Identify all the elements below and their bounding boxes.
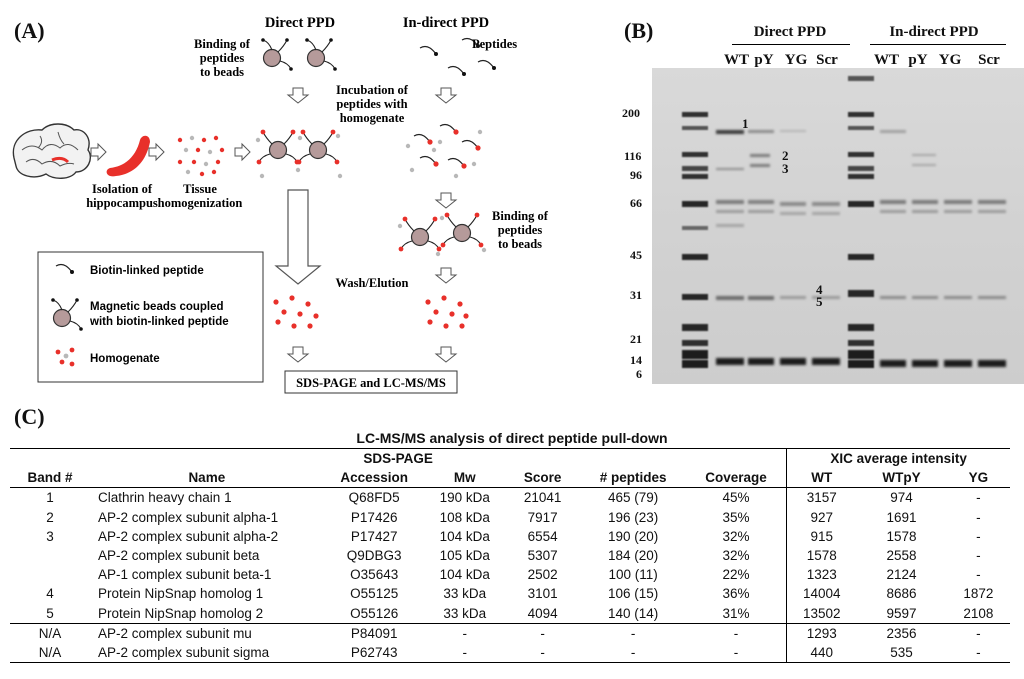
cell-yg: - (947, 643, 1010, 663)
arrow-down-icon (436, 347, 456, 362)
mw-marker-label: 200 (622, 106, 640, 120)
cell-name: Clathrin heavy chain 1 (98, 490, 232, 506)
group-header-row (10, 449, 1010, 469)
band-number-label: 2 (782, 148, 789, 163)
cell-coverage: 31% (722, 605, 750, 621)
cell-coverage: - (686, 623, 787, 643)
cell-accession: P84091 (324, 623, 425, 643)
table-row (10, 565, 1010, 584)
lane-label: YG (784, 52, 808, 68)
group-xic: XIC average intensity (787, 449, 1010, 469)
binding-top-line2: peptides (199, 51, 245, 65)
cell-name: AP-2 complex subunit alpha-1 (98, 509, 279, 525)
peptide-icon (420, 47, 438, 57)
band-number-label: 4 (816, 282, 823, 297)
binding-top-line1: Binding of (194, 37, 250, 51)
arrow-down-icon (288, 88, 308, 103)
cell-score: 6554 (527, 528, 558, 544)
lane-label: pY (754, 52, 774, 68)
cell-wtpy: 974 (890, 490, 913, 506)
beads-with-homogenate-icon (256, 130, 342, 179)
table-row (10, 604, 1010, 624)
cell-wt: 1323 (787, 565, 856, 584)
cell-yg: - (947, 623, 1010, 643)
cell-accession: O55126 (350, 605, 399, 621)
cell-wtpy: 8686 (886, 586, 917, 602)
col-header-accession: Accession (324, 468, 425, 488)
cell-mw: 104 kDa (439, 528, 490, 544)
band-number-label: 3 (782, 161, 789, 176)
cell-score: - (505, 643, 581, 663)
cell-wtpy: 535 (856, 643, 947, 663)
brain-icon (13, 124, 90, 178)
mw-marker-label: 96 (630, 168, 642, 182)
peptides-label: Peptides (472, 37, 518, 51)
arrow-right-icon (235, 144, 250, 160)
workflow-diagram (0, 0, 600, 405)
table-body (10, 488, 1010, 663)
cell-mw: 33 kDa (443, 586, 487, 602)
panel-a-label: (A) (14, 18, 45, 43)
cell-accession: P62743 (324, 643, 425, 663)
cell-wtpy: 1578 (886, 528, 917, 544)
cell-mw: 190 kDa (439, 490, 490, 506)
cell-band: 3 (46, 528, 54, 544)
cell-peptides: - (581, 623, 686, 643)
peptide-icon (448, 67, 466, 77)
table-row (10, 508, 1010, 527)
mw-marker-label: 66 (630, 196, 642, 210)
mw-marker-label: 6 (636, 367, 642, 381)
cell-name: AP-2 complex subunit beta (98, 548, 260, 564)
table-title: LC-MS/MS analysis of direct peptide pull-down (356, 430, 668, 446)
cell-band: N/A (10, 643, 90, 663)
panel-c-label: (C) (14, 404, 45, 429)
col-header-wt: WT (787, 468, 856, 488)
col-header-band: Band # (10, 468, 90, 488)
table-row (10, 546, 1010, 565)
lane-label: YG (938, 52, 962, 68)
cell-yg: - (976, 567, 981, 583)
cell-band: 1 (46, 490, 54, 506)
mw-marker-label: 45 (630, 248, 642, 262)
lane-label: Scr (816, 52, 838, 68)
table-row (10, 623, 1010, 643)
band-number-label: 1 (742, 116, 749, 131)
table-row (10, 488, 1010, 508)
gel-direct-title: Direct PPD (753, 24, 827, 40)
cell-yg: 2108 (963, 605, 994, 621)
cell-band (10, 546, 90, 565)
cell-accession: P17427 (350, 528, 398, 544)
mw-marker-label: 14 (630, 353, 642, 367)
panel-c-table (0, 400, 1024, 679)
arrow-down-icon (436, 268, 456, 283)
cell-accession: Q68FD5 (348, 490, 400, 506)
homogenization-line1: Tissue (183, 182, 217, 196)
lane-label: pY (908, 52, 928, 68)
cell-peptides: - (581, 643, 686, 663)
table-row (10, 527, 1010, 546)
band-number-label: 5 (816, 294, 823, 309)
arrow-down-icon (288, 347, 308, 362)
col-header-mw: Mw (425, 468, 505, 488)
col-header-score: Score (505, 468, 581, 488)
cell-wt: 927 (787, 508, 856, 527)
legend-homogenate-label: Homogenate (90, 353, 160, 365)
col-header-peptides: # peptides (581, 468, 686, 488)
column-header-row (10, 468, 1010, 488)
cell-wt: 13502 (787, 604, 856, 624)
col-header-wtpy: WTpY (856, 468, 947, 488)
arrow-down-large-icon (276, 190, 320, 284)
eluate-dots-icon (425, 295, 468, 328)
cell-yg: - (976, 528, 981, 544)
cell-score: 4094 (527, 605, 558, 621)
cell-peptides: 140 (14) (607, 605, 659, 621)
cell-peptides: 106 (15) (607, 586, 659, 602)
legend-beads-line1: Magnetic beads coupled (90, 301, 224, 313)
bead-icon (261, 38, 293, 71)
isolation-line2: hippocampus (86, 196, 158, 210)
cell-score: - (505, 623, 581, 643)
wash-elution-label: Wash/Elution (335, 276, 409, 290)
cell-wtpy: 9597 (886, 605, 917, 621)
binding-top-line3: to beads (199, 65, 245, 79)
panel-b-gel (612, 0, 1024, 400)
gel-indirect-underline (870, 44, 1006, 45)
arrow-down-icon (436, 88, 456, 103)
cell-wt: 1578 (787, 546, 856, 565)
cell-name: Protein NipSnap homolog 1 (98, 586, 264, 602)
cell-wt: 1293 (787, 623, 856, 643)
lane-label: WT (724, 52, 750, 68)
cell-yg: - (976, 509, 981, 525)
col-header-yg: YG (947, 468, 1010, 488)
isolation-line1: Isolation of (91, 182, 153, 196)
cell-name: AP-2 complex subunit alpha-2 (98, 528, 279, 544)
binding-right-line3: to beads (497, 237, 543, 251)
gel-indirect-title: In-direct PPD (889, 24, 979, 40)
bead-icon (305, 38, 337, 71)
cell-band: 5 (46, 605, 54, 621)
cell-name: AP-1 complex subunit beta-1 (98, 567, 272, 583)
table-row (10, 584, 1010, 603)
cell-mw: 105 kDa (439, 548, 490, 564)
cell-coverage: 36% (722, 586, 750, 602)
lcms-table (10, 448, 1010, 663)
cell-coverage: 32% (722, 548, 750, 564)
cell-score: 5307 (527, 548, 558, 564)
binding-right-line1: Binding of (492, 209, 548, 223)
cell-yg: 1872 (963, 586, 994, 602)
cell-wt: 3157 (787, 488, 856, 508)
panel-a-workflow (0, 0, 600, 405)
cell-peptides: 100 (11) (608, 567, 658, 583)
lane-label: WT (874, 52, 900, 68)
cell-mw: 104 kDa (439, 567, 490, 583)
cell-mw: 33 kDa (443, 605, 487, 621)
col-header-coverage: Coverage (686, 468, 787, 488)
cell-mw: 108 kDa (439, 509, 490, 525)
cell-peptides: 196 (23) (607, 509, 659, 525)
cell-peptides: 190 (20) (607, 528, 659, 544)
indirect-ppd-title: In-direct PPD (402, 15, 490, 31)
cell-band: 2 (46, 509, 54, 525)
cell-accession: Q9DBG3 (346, 548, 402, 564)
incubation-line2: peptides with (336, 97, 408, 111)
binding-right-line2: peptides (497, 223, 543, 237)
cell-wtpy: 2124 (886, 567, 917, 583)
homogenization-line2: homogenization (157, 196, 243, 210)
cell-band: 4 (46, 586, 54, 602)
incubation-line1: Incubation of (336, 83, 408, 97)
col-header-name: Name (90, 468, 324, 488)
mw-marker-label: 21 (630, 332, 642, 346)
cell-band (10, 565, 90, 584)
gel-image (652, 68, 1024, 384)
cell-mw: - (425, 643, 505, 663)
arrow-right-icon (91, 144, 106, 160)
cell-coverage: 32% (722, 528, 750, 544)
cell-accession: P17426 (350, 509, 398, 525)
group-sds-page: SDS-PAGE (10, 449, 787, 469)
cell-score: 7917 (527, 509, 558, 525)
table-row (10, 643, 1010, 663)
cell-score: 2502 (527, 567, 558, 583)
cell-score: 3101 (527, 586, 558, 602)
cell-wtpy: 1691 (886, 509, 917, 525)
cell-coverage: 35% (722, 509, 750, 525)
lane-label: Scr (978, 52, 1000, 68)
eluate-dots-icon (273, 295, 318, 328)
cell-yg: - (976, 490, 981, 506)
cell-name: Protein NipSnap homolog 2 (98, 605, 264, 621)
arrow-down-icon (436, 193, 456, 208)
cell-coverage: 45% (722, 490, 750, 506)
cell-wt: 14004 (787, 584, 856, 603)
cell-peptides: 465 (79) (607, 490, 659, 506)
cell-peptides: 184 (20) (607, 548, 659, 564)
peptides-with-homogenate-icon (406, 125, 482, 179)
indirect-bound-beads-icon (398, 213, 486, 257)
homogenate-dots-icon (178, 136, 224, 176)
cell-wtpy: 2558 (886, 548, 917, 564)
legend-beads-line2: with biotin-linked peptide (90, 316, 229, 328)
final-step-label: SDS-PAGE and LC-MS/MS (296, 376, 446, 390)
cell-yg: - (976, 548, 981, 564)
cell-wt: 915 (787, 527, 856, 546)
cell-band: N/A (10, 623, 90, 643)
cell-name: AP-2 complex subunit sigma (90, 643, 324, 663)
cell-accession: O35643 (350, 567, 399, 583)
mw-marker-label: 31 (630, 288, 642, 302)
gel-direct-underline (732, 44, 850, 45)
cell-wt: 440 (787, 643, 856, 663)
cell-coverage: - (686, 643, 787, 663)
cell-name: AP-2 complex subunit mu (90, 623, 324, 643)
cell-accession: O55125 (350, 586, 399, 602)
cell-wtpy: 2356 (856, 623, 947, 643)
hippocampus-icon (107, 136, 150, 177)
incubation-line3: homogenate (339, 111, 405, 125)
direct-ppd-title: Direct PPD (264, 15, 336, 31)
cell-mw: - (425, 623, 505, 643)
legend-peptide-label: Biotin-linked peptide (90, 265, 204, 277)
cell-score: 21041 (523, 490, 562, 506)
cell-coverage: 22% (722, 567, 750, 583)
panel-b-label: (B) (624, 18, 654, 43)
arrow-right-icon (149, 144, 164, 160)
peptide-icon (478, 61, 496, 71)
mw-marker-label: 116 (624, 149, 642, 163)
